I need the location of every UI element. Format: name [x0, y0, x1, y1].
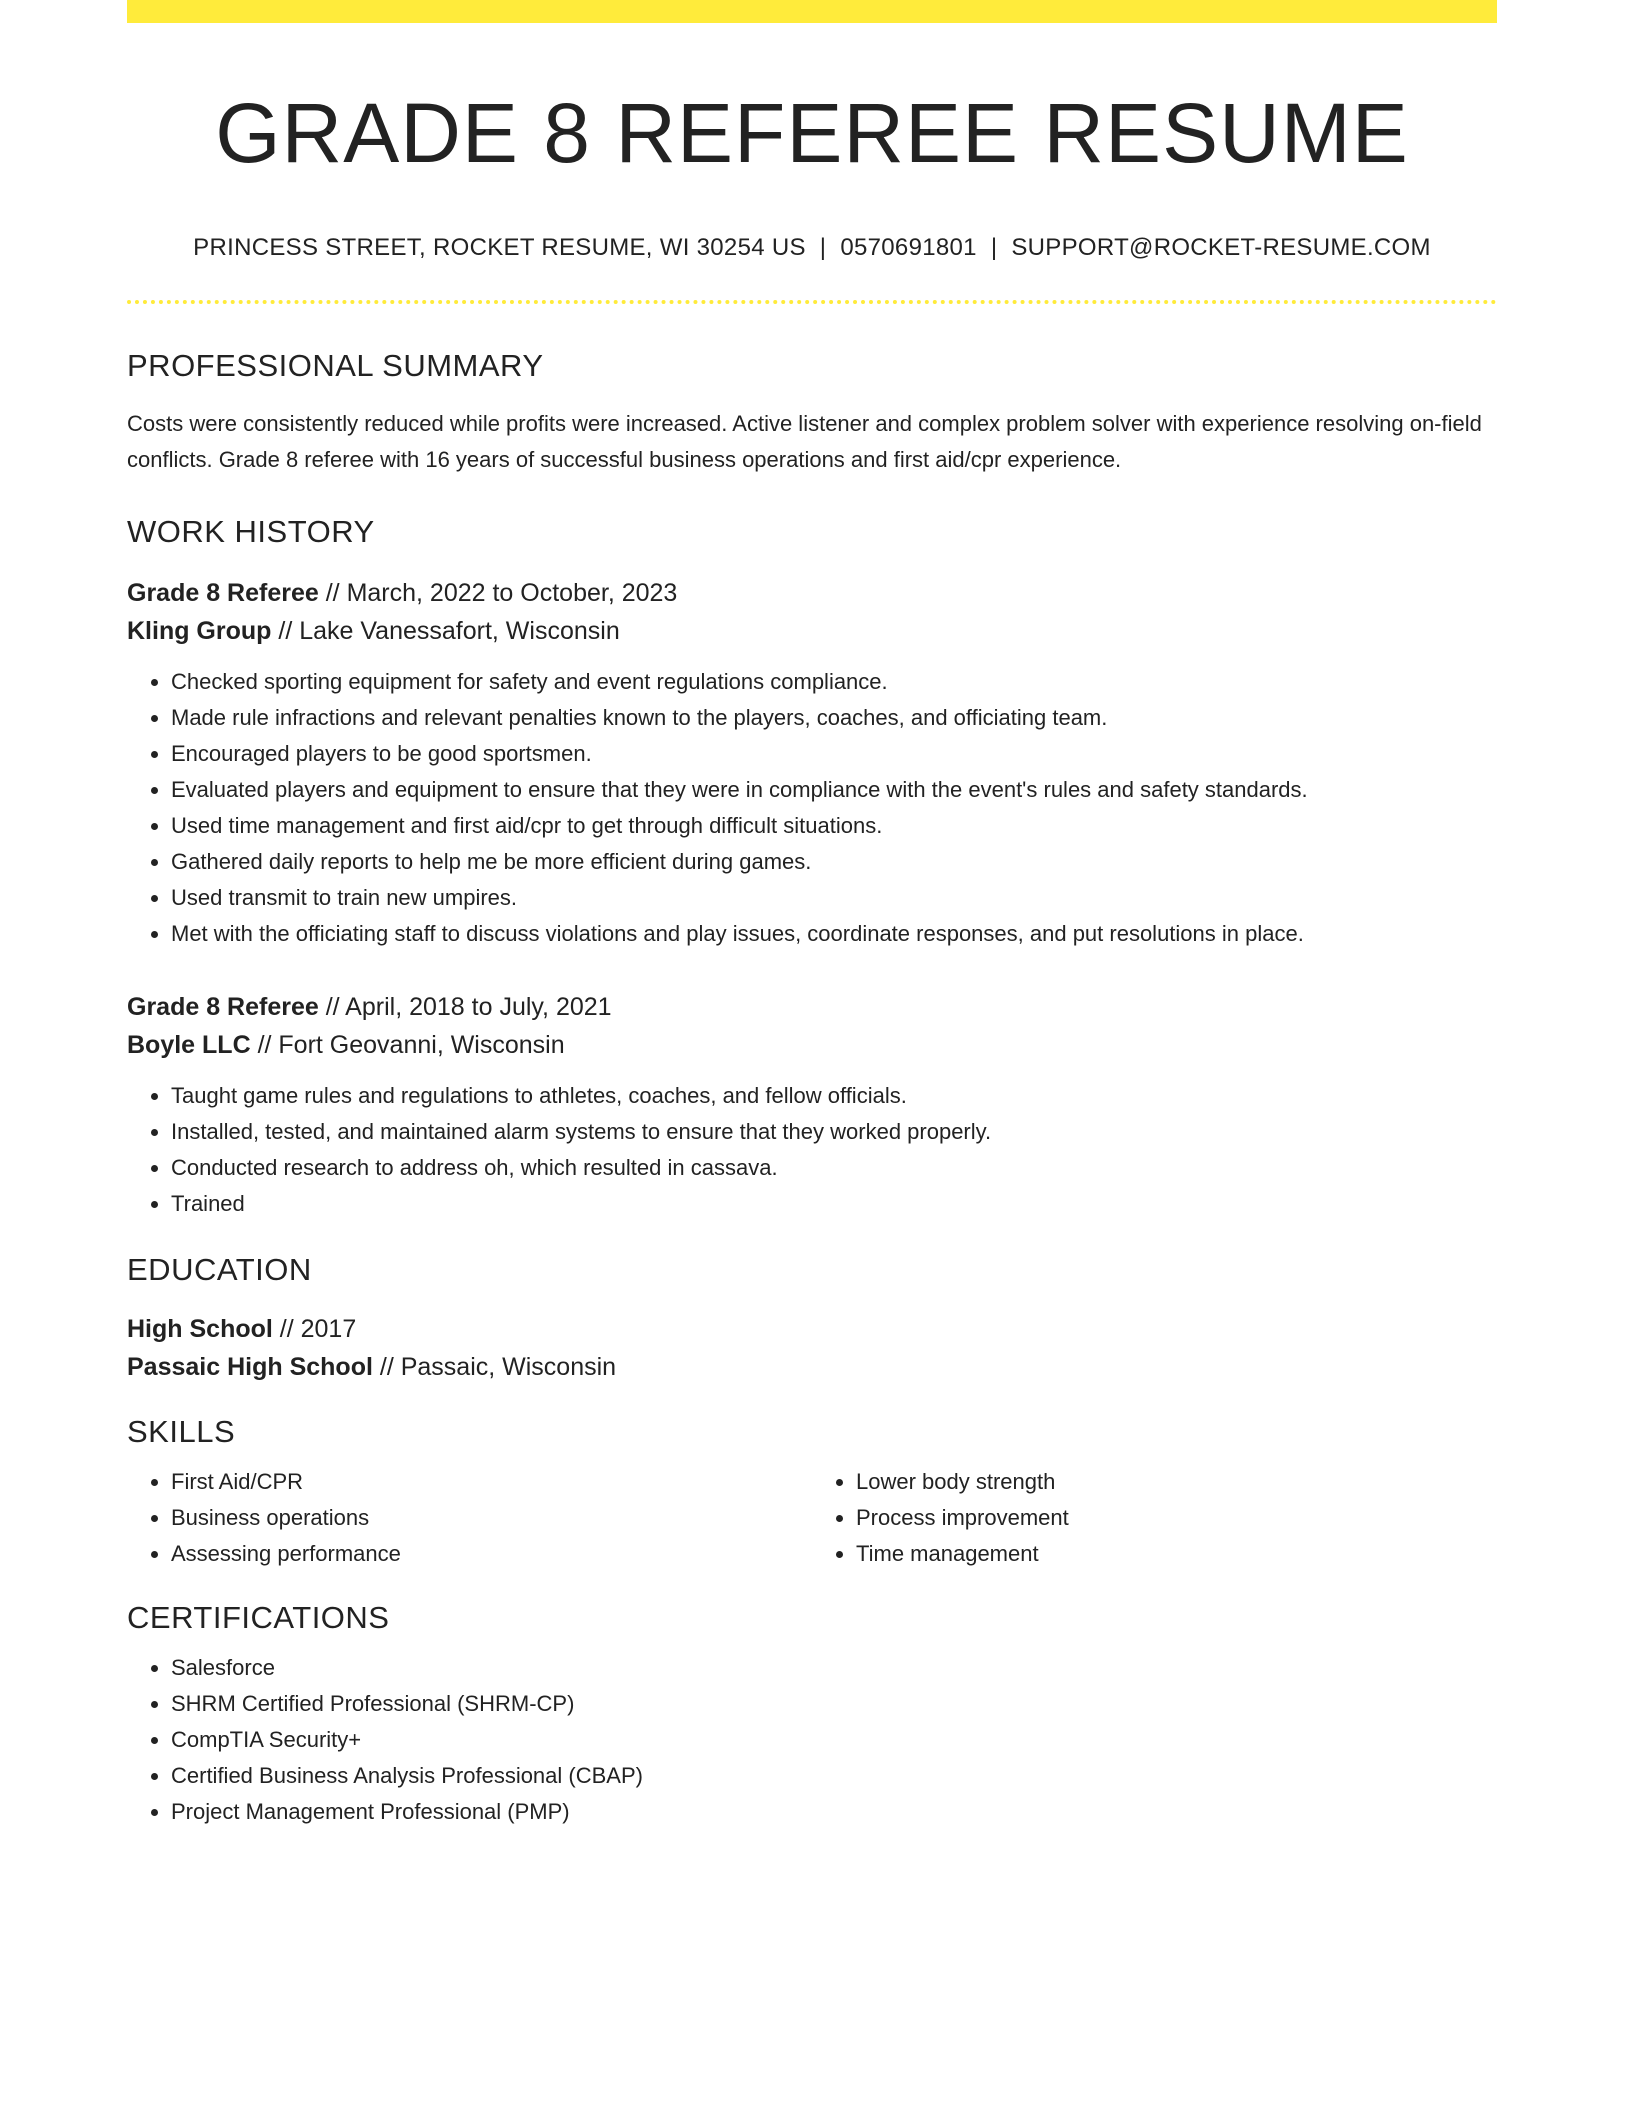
education-location: // Passaic, Wisconsin	[372, 1352, 617, 1381]
job-entry	[127, 988, 1497, 1222]
job-role-line	[127, 988, 1497, 1026]
education-school: Passaic High School	[127, 1352, 373, 1381]
job-company: Kling Group	[127, 616, 272, 645]
list-item: • Salesforce	[171, 1650, 1497, 1686]
skills-heading: SKILLS	[127, 1413, 236, 1449]
resume-title: GRADE 8 REFEREE RESUME	[215, 86, 1409, 180]
education-degree: High School	[127, 1314, 273, 1343]
list-item: • Evaluated players and equipment to ensure that they were in compliance with the event's rules and safety standards.	[171, 772, 1497, 808]
certifications-list	[127, 1650, 1497, 1830]
job-location: // Lake Vanessafort, Wisconsin	[271, 616, 620, 645]
list-item: • CompTIA Security+	[171, 1722, 1497, 1758]
list-item: • Time management	[856, 1536, 1497, 1572]
list-item: • Made rule infractions and relevant penalties known to the players, coaches, and officiating team.	[171, 700, 1497, 736]
list-item: • Certified Business Analysis Professional (CBAP)	[171, 1758, 1497, 1794]
job-role: Grade 8 Referee	[127, 578, 319, 607]
job-company: Boyle LLC	[127, 1030, 251, 1059]
list-item: • Lower body strength	[856, 1464, 1497, 1500]
certifications-heading: CERTIFICATIONS	[127, 1599, 390, 1635]
resume-page	[127, 0, 1497, 1830]
list-item: • Project Management Professional (PMP)	[171, 1794, 1497, 1830]
list-item: • Conducted research to address oh, which resulted in cassava.	[171, 1150, 1497, 1186]
job-role-line	[127, 574, 1497, 612]
list-item: • Met with the officiating staff to discuss violations and play issues, coordinate responses, and put resolutions in place.	[171, 916, 1497, 952]
job-dates: // March, 2022 to October, 2023	[318, 578, 678, 607]
summary-text: Costs were consistently reduced while profits were increased. Active listener and complex problem solver with experience resolving on-field conflicts. Grade 8 referee with 16 years of successful business operations and first aid/cpr experience.	[127, 410, 1482, 472]
education-school-line	[127, 1348, 1497, 1386]
list-item: • Trained	[171, 1186, 1497, 1222]
job-company-line	[127, 612, 1497, 650]
list-item: • Taught game rules and regulations to athletes, coaches, and fellow officials.	[171, 1078, 1497, 1114]
skills-list-left	[127, 1464, 812, 1572]
accent-bar	[127, 0, 1497, 23]
job-duties-list	[127, 664, 1497, 952]
contact-address: PRINCESS STREET, ROCKET RESUME, WI 30254 US	[193, 233, 806, 261]
list-item: • Assessing performance	[171, 1536, 812, 1572]
education-heading: EDUCATION	[127, 1251, 312, 1287]
list-item: • Process improvement	[856, 1500, 1497, 1536]
education-entry	[127, 1310, 1497, 1386]
list-item: • Used time management and first aid/cpr to get through difficult situations.	[171, 808, 1497, 844]
job-role: Grade 8 Referee	[127, 992, 319, 1021]
summary-heading: PROFESSIONAL SUMMARY	[127, 347, 544, 383]
contact-separator: |	[990, 233, 998, 261]
list-item: • Checked sporting equipment for safety and event regulations compliance.	[171, 664, 1497, 700]
list-item: • Business operations	[171, 1500, 812, 1536]
list-item: • First Aid/CPR	[171, 1464, 812, 1500]
skills-list-right	[812, 1464, 1497, 1572]
list-item: • Used transmit to train new umpires.	[171, 880, 1497, 916]
job-duties-list	[127, 1078, 1497, 1222]
education-year: // 2017	[272, 1314, 357, 1343]
list-item: • SHRM Certified Professional (SHRM-CP)	[171, 1686, 1497, 1722]
job-company-line	[127, 1026, 1497, 1064]
contact-separator: |	[819, 233, 827, 261]
dotted-divider	[127, 300, 1497, 304]
contact-email: SUPPORT@ROCKET-RESUME.COM	[1011, 233, 1431, 261]
skills-grid	[127, 1464, 1497, 1572]
list-item: • Installed, tested, and maintained alarm systems to ensure that they worked properly.	[171, 1114, 1497, 1150]
job-location: // Fort Geovanni, Wisconsin	[250, 1030, 565, 1059]
education-degree-line	[127, 1310, 1497, 1348]
list-item: • Gathered daily reports to help me be more efficient during games.	[171, 844, 1497, 880]
list-item: • Encouraged players to be good sportsmen.	[171, 736, 1497, 772]
contact-line	[127, 234, 1497, 262]
job-entry	[127, 574, 1497, 952]
contact-phone: 0570691801	[840, 233, 977, 261]
work-history-heading: WORK HISTORY	[127, 513, 375, 549]
job-dates: // April, 2018 to July, 2021	[318, 992, 612, 1021]
